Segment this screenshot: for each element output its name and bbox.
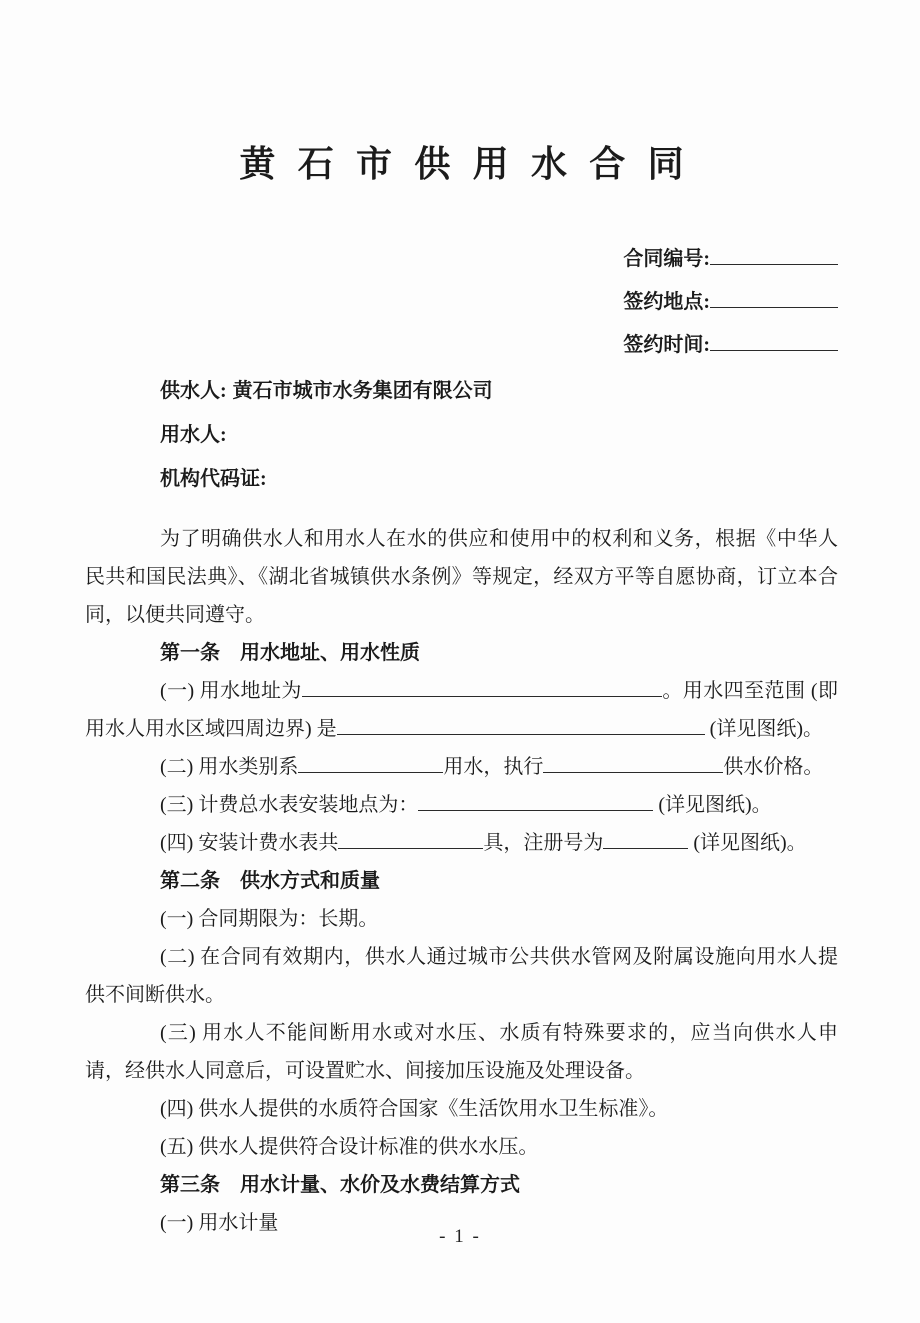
meta-field-row	[623, 244, 838, 274]
clause-text: 供水价格。	[723, 756, 824, 778]
blank-line	[710, 245, 838, 265]
article-heading: 第三条 用水计量、水价及水费结算方式	[160, 1174, 520, 1196]
party-value: 黄石市城市水务集团有限公司	[232, 380, 493, 402]
clause	[85, 1014, 838, 1090]
blank-line	[603, 829, 688, 849]
clause-text: (一) 合同期限为：长期。	[160, 908, 379, 930]
meta-field-label: 签约时间:	[623, 334, 710, 356]
preamble: 为了明确供水人和用水人在水的供应和使用中的权利和义务，根据《中华人民共和国民法典》、《湖北省城镇供水条例》等规定，经双方平等自愿协商，订立本合同，以便共同遵守。	[85, 528, 838, 626]
clause-text: (四) 安装计费水表共	[160, 832, 339, 854]
clause-text: (四) 供水人提供的水质符合国家《生活饮用水卫生标准》。	[160, 1098, 669, 1120]
blank-line	[338, 829, 483, 849]
clause	[85, 824, 838, 862]
party-label: 机构代码证:	[160, 468, 267, 490]
clause	[85, 900, 838, 938]
clause-text: (详见图纸)。	[653, 794, 772, 816]
clause	[85, 1128, 838, 1166]
articles	[85, 634, 838, 1242]
party-row	[160, 464, 838, 494]
party-row	[160, 420, 838, 450]
clause-text: (三) 计费总水表安装地点为：	[160, 794, 419, 816]
clause-text: (二) 用水类别系	[160, 756, 299, 778]
blank-line	[337, 715, 705, 735]
meta-fields	[85, 244, 838, 360]
article-heading: 第二条 供水方式和质量	[160, 870, 380, 892]
party-row	[160, 376, 838, 406]
clause-text: (详见图纸)。	[704, 718, 823, 740]
meta-field-row	[623, 287, 838, 317]
clause-text: (详见图纸)。	[688, 832, 807, 854]
meta-field-label: 合同编号:	[623, 248, 710, 270]
party-label: 供水人:	[160, 380, 227, 402]
blank-line	[302, 677, 662, 697]
meta-field-label: 签约地点:	[623, 291, 710, 313]
article-section	[85, 862, 838, 1166]
clause	[85, 786, 838, 824]
page-number: - 1 -	[439, 1226, 481, 1247]
clause-text: (一) 用水地址为	[160, 680, 302, 702]
clause-text: 。用水四至范围 (即用水人用水区域四周边界) 是	[85, 680, 838, 740]
document-title: 黄石市供用水合同	[239, 144, 706, 184]
clause-text: (五) 供水人提供符合设计标准的供水水压。	[160, 1136, 539, 1158]
blank-line	[298, 753, 443, 773]
parties	[85, 376, 838, 494]
clause-text: (三) 用水人不能间断用水或对水压、水质有特殊要求的，应当向供水人申请，经供水人同意后，可设置贮水、间接加压设施及处理设备。	[85, 1022, 838, 1082]
blank-line	[418, 791, 653, 811]
clause	[85, 672, 838, 748]
clause-text: (二) 在合同有效期内，供水人通过城市公共供水管网及附属设施向用水人提供不间断供水。	[85, 946, 838, 1006]
blank-line	[543, 753, 723, 773]
blank-line	[710, 331, 838, 351]
clause	[85, 748, 838, 786]
article-heading: 第一条 用水地址、用水性质	[160, 642, 420, 664]
clause-text: (一) 用水计量	[160, 1212, 279, 1234]
party-label: 用水人:	[160, 424, 227, 446]
clause-text: 用水，执行	[443, 756, 544, 778]
clause	[85, 938, 838, 1014]
clause	[85, 1090, 838, 1128]
meta-field-row	[623, 330, 838, 360]
article-section	[85, 634, 838, 862]
clause-text: 具，注册号为	[483, 832, 604, 854]
blank-line	[710, 288, 838, 308]
